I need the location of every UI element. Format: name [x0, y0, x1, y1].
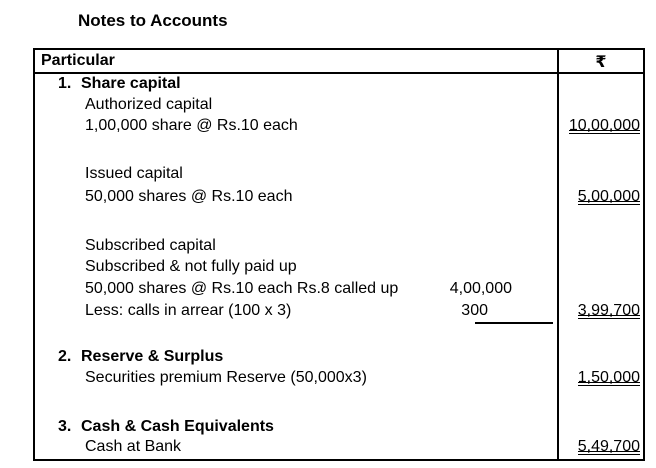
amount-value: 1,50,000: [577, 369, 640, 386]
line-text: Subscribed & not fully paid up: [85, 258, 297, 275]
amount-cell: [569, 116, 640, 136]
row-subscribed-not-fully-paid: [35, 257, 643, 277]
row-share-capital-heading: [35, 74, 643, 94]
amount-cell: [578, 187, 640, 207]
row-subscribed-shares-called-up: [35, 279, 643, 299]
amount-cell: [578, 368, 640, 388]
page-title: Notes to Accounts: [78, 11, 228, 30]
amount-value: 5,49,700: [577, 438, 640, 455]
row-cash-equivalents-heading: [35, 417, 643, 437]
inline-amount: 4,00,000: [449, 280, 512, 297]
inline-amount: 300: [461, 302, 488, 319]
line-text: 50,000 shares @ Rs.10 each Rs.8 called up: [85, 280, 399, 297]
line-text: Authorized capital: [85, 96, 213, 113]
section-heading: Cash & Cash Equivalents: [81, 418, 274, 435]
section-number: 3.: [58, 418, 72, 435]
section-heading: Reserve & Surplus: [81, 348, 224, 365]
calls-in-arrear-total-rule: [475, 322, 553, 324]
row-securities-premium: [35, 368, 643, 388]
line-text: Cash at Bank: [85, 438, 182, 455]
row-authorized-shares: [35, 116, 643, 136]
row-issued-shares: [35, 187, 643, 207]
line-text: 50,000 shares @ Rs.10 each: [85, 188, 293, 205]
table-header-row: [35, 50, 643, 74]
line-text: Subscribed capital: [85, 237, 216, 254]
row-subscribed-capital: [35, 236, 643, 256]
amount-cell: [578, 301, 640, 321]
amount-value: 3,99,700: [577, 302, 640, 319]
line-text: 1,00,000 share @ Rs.10 each: [85, 117, 298, 134]
row-cash-at-bank: [35, 437, 643, 457]
notes-to-accounts-table: [33, 48, 645, 461]
row-issued-capital: [35, 164, 643, 184]
row-less-calls-in-arrear: [35, 301, 643, 321]
row-authorized-capital: [35, 95, 643, 115]
section-number: 1.: [58, 75, 72, 92]
amount-value: 5,00,000: [577, 188, 640, 205]
row-reserve-surplus-heading: [35, 347, 643, 367]
line-text: Securities premium Reserve (50,000x3): [85, 369, 367, 386]
amount-value: 10,00,000: [568, 117, 640, 134]
line-text: Less: calls in arrear (100 x 3): [85, 302, 292, 319]
column-header-particulars: Particular: [41, 52, 115, 69]
amount-cell: [578, 437, 640, 457]
section-heading: Share capital: [81, 75, 181, 92]
section-number: 2.: [58, 348, 72, 365]
line-text: Issued capital: [85, 165, 183, 182]
column-header-rupee-symbol: ₹: [595, 54, 607, 71]
